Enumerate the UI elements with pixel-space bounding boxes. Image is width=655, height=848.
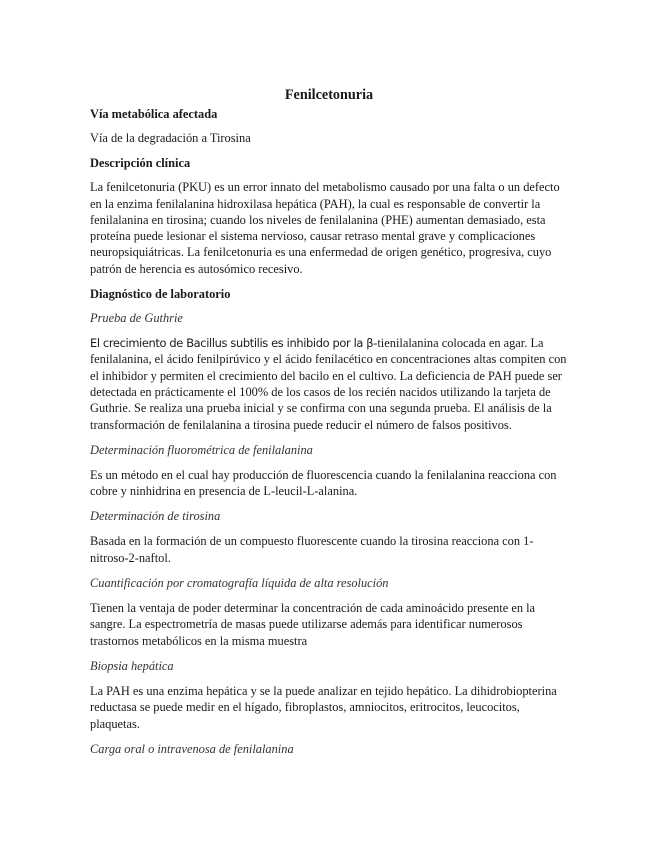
document-title: Fenilcetonuria (284, 87, 374, 103)
text-fluorometrica: Es un método en el cual hay producción de fluorescencia cuando la fenilalanina reacciona con cobre y ninhidrina en presencia de L-leucil-L-alanina. (90, 467, 557, 499)
subheading-fluorometrica: Determinación fluorométrica de fenilalanina (90, 442, 313, 457)
text-tirosina: Basada en la formación de un compuesto fluorescente cuando la tirosina reacciona con 1-nitroso-2-naftol. (90, 534, 534, 565)
text-hplc: Tienen la ventaja de poder determinar la concentración de cada aminoácido presente en la sangre. La espectrometría de masas puede utilizarse además para identificar numerosos trastornos metabólicos en la misma muestra (90, 601, 536, 648)
subheading-hplc: Cuantificación por cromatografía líquida de alta resolución (90, 576, 389, 591)
guthrie-sans-fragment: El crecimiento de Bacillus subtilis es inhibido por la β (90, 336, 374, 351)
text-biopsia-hepatica: La PAH es una enzima hepática y se la puede analizar en tejido hepático. La dihidrobiopterina reductasa se puede medir en el hígado, fibroplastos, amniocitos, eritrocitos, leucocitos, plaquetas. (90, 683, 557, 731)
subheading-tirosina: Determinación de tirosina (90, 509, 221, 524)
text-via-metabolica: Vía de la degradación a Tirosina (90, 131, 251, 145)
subheading-prueba-guthrie: Prueba de Guthrie (90, 311, 183, 326)
guthrie-text-rest: -tienilalanina colocada en agar. La fenilalanina, el ácido fenilpirúvico y el ácido fenilacético en concentraciones altas compiten con el inhibidor y permiten el crecimiento del bacilo en el cultivo. La deficiencia de PAH puede ser detectada en prácticamente el 100% de los casos de los recién nacidos utilizando la tarjeta de Guthrie. Se realiza una prueba inicial y se confirma con una segunda prueba. El análisis de la transformación de fenilalanina a tirosina puede reducir el número de falsos positivos. (90, 336, 567, 432)
subheading-carga-fenilalanina: Carga oral o intravenosa de fenilalanina (90, 741, 294, 756)
text-prueba-guthrie (90, 335, 568, 433)
document-page (90, 86, 568, 766)
text-descripcion-clinica: La fenilcetonuria (PKU) es un error innato del metabolismo causado por una falta o un defecto en la enzima fenilalanina hidroxilasa hepática (PAH), la cual es responsable de convertir la fenilalanina en tirosina; cuando los niveles de fenilalanina (PHE) aumentan demasiado, esta proteína puede lesionar el sistema nervioso, causar retraso mental grave y complicaciones neuropsiquiátricas. La fenilcetonuria es una enfermedad de origen genético, progresiva, cuyo patrón de herencia es autosómico recesivo. (90, 180, 560, 276)
subheading-biopsia-hepatica: Biopsia hepática (90, 658, 174, 673)
heading-diagnostico-laboratorio: Diagnóstico de laboratorio (90, 287, 231, 302)
heading-descripcion-clinica: Descripción clínica (90, 156, 191, 171)
heading-via-metabolica: Vía metabólica afectada (90, 107, 218, 121)
